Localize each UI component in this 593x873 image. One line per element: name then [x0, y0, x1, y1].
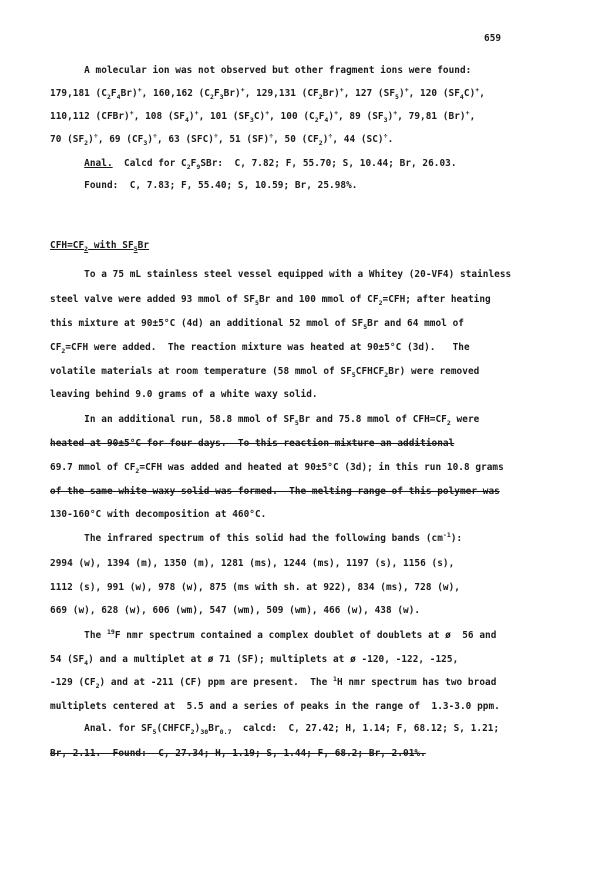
text-run: , 101 (SF: [198, 111, 250, 122]
subscript: 2: [106, 93, 111, 101]
text-run: 70 (SF: [50, 134, 85, 145]
text-run: ) and a multiplet at ø 71 (SF); multiplets at ø -120, -122, -125,: [88, 654, 459, 665]
subscript: 2: [378, 299, 383, 307]
text-run: ):: [450, 533, 463, 544]
superscript: 19: [106, 628, 115, 636]
text-run: ) and at -211 (CF) ppm are present. The: [99, 677, 333, 688]
text-run: .: [387, 134, 394, 145]
superscript: -1: [442, 531, 451, 539]
text-line: [50, 582, 593, 594]
text-run: F: [213, 88, 220, 99]
subscript: 3: [383, 116, 388, 124]
text-run: , 69 (CF: [97, 134, 144, 145]
text-line: [50, 342, 593, 354]
text-run: ): [147, 134, 154, 145]
subscript: 3: [219, 93, 224, 101]
subscript: 2: [84, 139, 89, 147]
subscript: 2: [318, 93, 323, 101]
text-run: Br, 2.11. Found: C, 27.34; H, 1.19; S, 1.44; F, 68.2; Br, 2.01%.: [50, 748, 426, 759]
text-line: [50, 111, 593, 123]
text-run: , 44 (SC): [332, 134, 384, 145]
superscript: +: [393, 109, 398, 117]
superscript: +: [465, 109, 470, 117]
text-run: , 79,81 (Br): [397, 111, 466, 122]
subscript: 9: [196, 163, 201, 171]
text-run: CFHCF: [355, 366, 385, 377]
superscript: ÷: [328, 132, 333, 140]
text-run: Calcd for C: [112, 158, 187, 169]
text-run: ,: [479, 88, 485, 99]
text-line: [50, 389, 593, 401]
text-run: this mixture at 90±5°C (4d) an additional 52 mmol of SF: [50, 318, 364, 329]
text-line: [50, 294, 593, 306]
text-run: =CFH; after heating: [382, 294, 491, 305]
text-run: (CHFCF: [156, 723, 191, 734]
subscript: 2: [61, 347, 66, 355]
superscript: +: [265, 109, 270, 117]
subscript: 2: [95, 682, 100, 690]
section-heading: [50, 240, 593, 252]
text-line: [50, 509, 593, 521]
text-run: F nmr spectrum contained a complex doublet of doublets at ø 56 and: [114, 630, 497, 641]
subscript: 2: [190, 728, 195, 736]
subscript: 2: [186, 163, 191, 171]
text-line: [50, 158, 593, 170]
text-run: ): [322, 134, 329, 145]
text-run: , 160,162 (C: [141, 88, 210, 99]
text-run: of the same white waxy solid was formed. The melting range of this polymer was: [50, 486, 500, 497]
subscript: 5: [363, 323, 368, 331]
text-run: Br: [137, 240, 150, 251]
subscript: 2: [446, 419, 451, 427]
superscript: +: [240, 86, 245, 94]
text-run: , 127 (SF: [343, 88, 396, 99]
text-line: [50, 134, 593, 146]
text-run: [50, 158, 84, 169]
text-run: Br and 75.8 mmol of CFH=CF: [298, 414, 447, 425]
text-run: ): [194, 723, 201, 734]
text-run: volatile materials at room temperature (58 mmol of SF: [50, 366, 352, 377]
text-line: [50, 558, 593, 570]
subscript: 2: [135, 467, 140, 475]
text-run: ): [328, 111, 335, 122]
text-run: The: [50, 630, 107, 641]
text-run: F: [110, 88, 117, 99]
subscript: 4: [184, 116, 189, 124]
text-line: [50, 462, 593, 474]
text-line: [50, 438, 593, 450]
superscript: +: [194, 109, 199, 117]
text-run: with SF: [88, 240, 134, 251]
superscript: +: [137, 86, 142, 94]
text-line: [50, 88, 593, 100]
text-run: , 63 (SFC): [157, 134, 214, 145]
text-run: F: [190, 158, 197, 169]
text-run: , 89 (SF: [338, 111, 384, 122]
text-run: were: [450, 414, 480, 425]
text-run: =CFH were added. The reaction mixture was heated at 90±5°C (3d). The: [65, 342, 470, 353]
text-run: C): [253, 111, 266, 122]
page-number: 659: [484, 33, 502, 44]
text-run: ): [188, 111, 195, 122]
text-line: [50, 180, 593, 192]
text-run: Br): [322, 88, 340, 99]
text-run: heated at 90±5°C for four days. To this reaction mixture an additional: [50, 438, 455, 449]
text-run: , 108 (SF: [133, 111, 185, 122]
text-line: [50, 533, 593, 545]
text-run: A molecular ion was not observed but other fragment ions were found:: [50, 65, 472, 76]
subscript: 5: [133, 245, 138, 253]
text-run: ): [398, 88, 405, 99]
superscript: ÷: [153, 132, 158, 140]
text-run: , 120 (SF: [408, 88, 460, 99]
text-line: [50, 414, 593, 426]
text-run: 1112 (s), 991 (w), 978 (w), 875 (ms with sh. at 922), 834 (ms), 728 (w),: [50, 582, 460, 593]
subscript: 5: [351, 371, 356, 379]
text-line: [50, 366, 593, 378]
text-run: 179,181 (C: [50, 88, 107, 99]
text-run: Br and 64 mmol of: [367, 318, 464, 329]
text-run: 69.7 mmol of CF: [50, 462, 136, 473]
subscript: 2: [210, 93, 214, 101]
text-run: Br: [208, 723, 220, 734]
text-line: [50, 65, 593, 77]
text-run: ): [387, 111, 394, 122]
text-run: The infrared spectrum of this solid had the following bands (cm: [50, 533, 443, 544]
text-line: [50, 318, 593, 330]
superscript: +: [334, 109, 339, 117]
text-line: [50, 654, 593, 666]
text-line: [50, 723, 593, 735]
text-run: steel valve were added 93 mmol of SF: [50, 294, 255, 305]
superscript: ÷: [93, 132, 98, 140]
subscript: 4: [84, 659, 89, 667]
text-line: [50, 677, 593, 689]
text-run: H nmr spectrum has two broad: [336, 677, 497, 688]
text-run: multiplets centered at 5.5 and a series of peaks in the range of 1.3-3.0 ppm.: [50, 701, 500, 712]
text-run: Found: C, 7.83; F, 55.40; S, 10.59; Br, 25.98%.: [50, 180, 358, 191]
text-line: [50, 630, 593, 642]
subscript: 3: [143, 139, 148, 147]
text-run: CFH=CF: [50, 240, 85, 251]
text-run: SBr: C, 7.82; F, 55.70; S, 10.44; Br, 26.03.: [200, 158, 457, 169]
superscript: ÷: [269, 132, 274, 140]
superscript: +: [129, 109, 134, 117]
text-run: Anal.: [84, 158, 113, 169]
subscript: 2: [84, 245, 89, 253]
subscript: 5: [395, 93, 399, 101]
superscript: +: [404, 86, 409, 94]
text-run: Br): [223, 88, 241, 99]
text-run: calcd: C, 27.42; H, 1.14; F, 68.12; S, 1.21;: [231, 723, 500, 734]
superscript: ÷: [213, 132, 218, 140]
text-line: [50, 701, 593, 713]
text-line: [50, 486, 593, 498]
text-run: 130-160°C with decomposition at 460°C.: [50, 509, 267, 520]
text-run: 110,112 (CFBr): [50, 111, 130, 122]
text-run: ,: [469, 111, 476, 122]
subscript: 4: [324, 116, 329, 124]
subscript: 0.7: [219, 728, 232, 736]
subscript: 4: [116, 93, 121, 101]
text-run: F: [318, 111, 325, 122]
superscript: 1: [333, 675, 337, 683]
text-run: 2994 (w), 1394 (m), 1350 (m), 1281 (ms), 1244 (ms), 1197 (s), 1156 (s),: [50, 558, 455, 569]
superscript: +: [475, 86, 480, 94]
text-run: In an additional run, 58.8 mmol of SF: [50, 414, 295, 425]
text-run: , 100 (C: [269, 111, 315, 122]
subscript: 5: [255, 299, 259, 307]
text-run: Anal. for SF: [50, 723, 153, 734]
text-run: Br and 100 mmol of CF: [258, 294, 379, 305]
subscript: 4: [459, 93, 464, 101]
text-run: Br): [120, 88, 138, 99]
text-run: 54 (SF: [50, 654, 85, 665]
text-run: 669 (w), 628 (w), 606 (wm), 547 (wm), 509 (wm), 466 (w), 438 (w).: [50, 605, 421, 616]
subscript: 30: [200, 728, 209, 736]
text-run: , 51 (SF): [217, 134, 270, 145]
text-run: Br) were removed: [388, 366, 480, 377]
text-run: ): [88, 134, 94, 145]
superscript: ÷: [383, 132, 388, 140]
subscript: 2: [318, 139, 323, 147]
text-run: =CFH was added and heated at 90±5°C (3d); in this run 10.8 grams: [139, 462, 504, 473]
text-run: -129 (CF: [50, 677, 96, 688]
text-line: [50, 269, 593, 281]
text-run: CF: [50, 342, 62, 353]
text-run: , 129,131 (CF: [244, 88, 319, 99]
subscript: 3: [249, 116, 254, 124]
text-run: leaving behind 9.0 grams of a white waxy solid.: [50, 389, 318, 400]
text-run: To a 75 mL stainless steel vessel equipped with a Whitey (20-VF4) stainless: [50, 269, 512, 280]
text-line: [50, 748, 593, 760]
text-run: , 50 (CF: [273, 134, 319, 145]
subscript: 5: [152, 728, 157, 736]
subscript: 2: [384, 371, 389, 379]
text-run: C): [463, 88, 476, 99]
superscript: +: [339, 86, 344, 94]
text-line: [50, 605, 593, 617]
subscript: 2: [314, 116, 319, 124]
subscript: 5: [294, 419, 299, 427]
